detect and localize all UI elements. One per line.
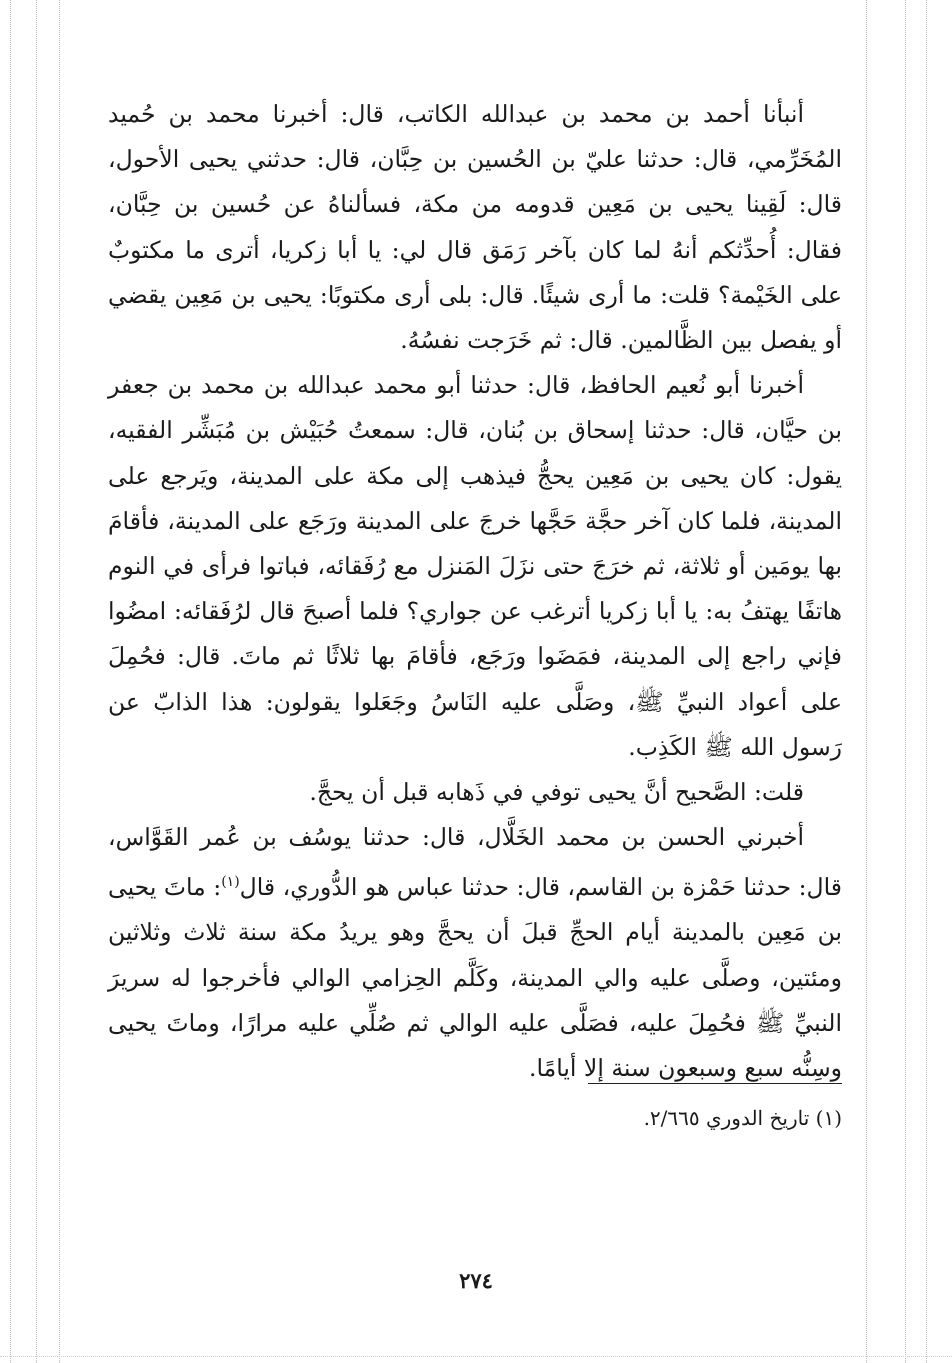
scan-guide-line: [59, 0, 60, 1363]
scan-guide-line: [0, 1356, 952, 1357]
scan-guide-line: [926, 0, 927, 1363]
scan-guide-line: [866, 0, 867, 1363]
footnote-separator: [588, 1083, 842, 1084]
paragraph-2: أخبرنا أبو نُعيم الحافظ، قال: حدثنا أبو محمد عبدالله بن محمد بن جعفر بن حيَّان، قال: حدثنا إسحاق بن بُنان، قال: سمعتُ حُبَيْش بن مُبَشِّر الفقيه، يقول: كان يحيى بن مَعِين يحجُّ فيذهب إلى مكة على المدينة، ويَرجع على المدينة، فلما كان آخر حجَّة حَجَّها خرجَ على المدينة ورَجَع على المدينة، فأقامَ بها يومَين أو ثلاثة، ثم خرَجَ حتى نزَلَ المَنزل مع رُفَقائه، فباتوا فرأى في النوم هاتفًا يهتفُ به: يا أبا زكريا أترغب عن جواري؟ فلما أصبحَ قال لرُفَقائه: امضُوا فإني راجع إلى المدينة، فمَضَوا ورَجَع، فأقامَ بها ثلاثًا ثم ماتَ. قال: فحُمِلَ على أعواد النبيِّ ﷺ، وصَلَّى عليه النَاسُ وجَعَلوا يقولون: هذا الذابّ عن رَسول الله ﷺ الكَذِب.: [108, 371, 842, 761]
paragraph-4-text: أخبرني الحسن بن محمد الخَلَّال، قال: حدثنا يوسُف بن عُمر القَوَّاس، قال: حدثنا حَمْزة بن القاسم، قال: حدثنا عباس هو الدُّوري، قال: [108, 823, 842, 902]
scan-guide-line: [10, 0, 11, 1363]
scan-guide-line: [36, 0, 37, 1363]
paragraph-4: [108, 815, 842, 1091]
scan-guide-line: [905, 0, 906, 1363]
paragraph-4-continuation: : ماتَ يحيى بن مَعِين بالمدينة أيام الحجِّ قبلَ أن يحجَّ وهو يريدُ مكة سنة ثلاث وثلاثين ومئتين، وصلَّى عليه والي المدينة، وكَلَّم الحِزامي الوالي فأخرجوا له سريرَ النبيِّ ﷺ فحُمِلَ عليه، فصَلَّى عليه الوالي ثم صُلِّي عليه مرارًا، وماتَ يحيى وسِنُّه سبع وسبعون سنة إلا أيامًا.: [108, 873, 842, 1083]
page-number: ٢٧٤: [459, 1268, 493, 1293]
footnote-reference: (١): [221, 874, 240, 891]
footnote: (١) تاريخ الدوري ٢/٦٦٥.: [643, 1106, 842, 1130]
paragraph-1: أنبأنا أحمد بن محمد بن عبدالله الكاتب، قال: أخبرنا محمد بن حُميد المُخَرِّمي، قال: حدثنا عليّ بن الحُسين بن حِبَّان، قال: حدثني يحيى الأحول، قال: لَقِينا يحيى بن مَعِين قدومه من مكة، فسألناهُ عن حُسين بن حِبَّان، فقال: أُحدِّثكم أنهُ لما كان بآخر رَمَق قال لي: يا أبا زكريا، أترى ما مكتوبٌ على الخَيْمة؟ قلت: ما أرى شيئًا. قال: بلى أرى مكتوبًا: يحيى بن مَعِين يقضي أو يفصل بين الظَّالمين. قال: ثم خَرَجت نفسُهُ.: [108, 100, 842, 355]
main-text: [108, 92, 842, 1091]
paragraph-3: قلت: الصَّحيح أنَّ يحيى توفي في ذَهابه قبل أن يحجَّ.: [309, 778, 804, 807]
